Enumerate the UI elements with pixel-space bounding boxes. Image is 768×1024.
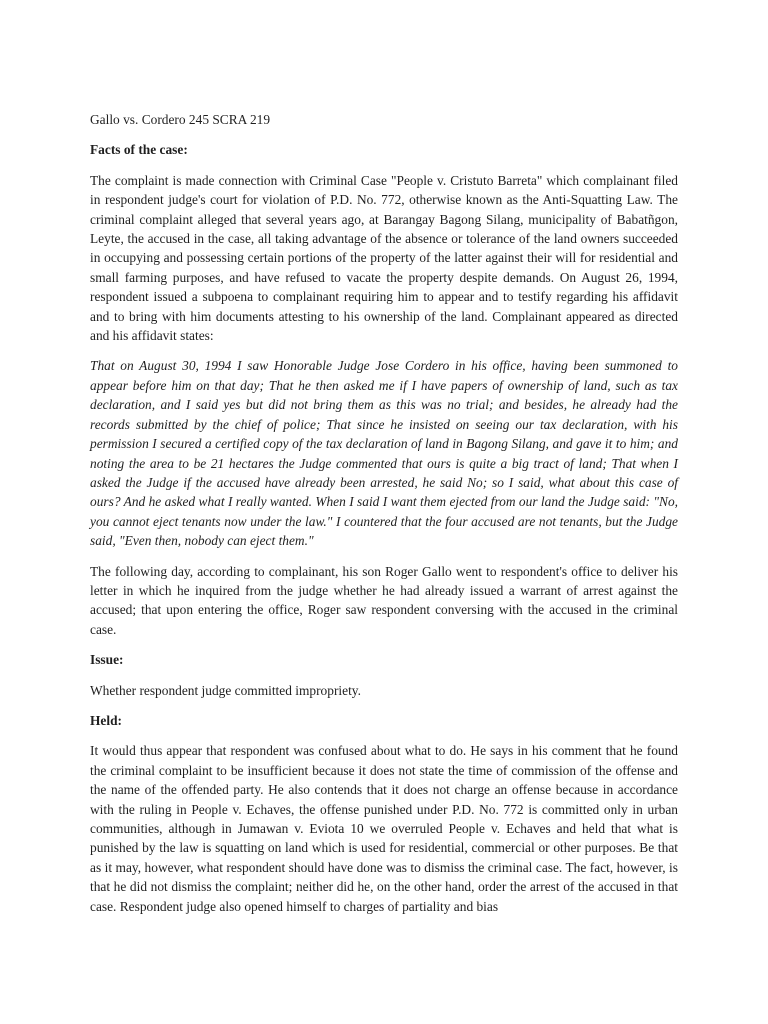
facts-paragraph: The complaint is made connection with Criminal Case "People v. Cristuto Barreta" which complainant filed in respondent judge's court for violation of P.D. No. 772, otherwise known as the Anti-Squatting Law. The criminal complaint alleged that several years ago, at Barangay Bagong Silang, municipality of Babatñgon, Leyte, the accused in the case, all taking advantage of the absence or tolerance of the land owners succeeded in occupying and possessing certain portions of the property of the latter against their will for residential and small farming purposes, and have refused to vacate the property despite demands. On August 26, 1994, respondent issued a subpoena to complainant requiring him to appear and to testify regarding his affidavit and to bring with him documents attesting to his ownership of the land. Complainant appeared as directed and his affidavit states: [90, 172, 678, 344]
document-page [90, 110, 678, 916]
issue-heading: Issue: [90, 652, 124, 668]
held-heading: Held: [90, 712, 122, 728]
following-day-paragraph: The following day, according to complainant, his son Roger Gallo went to respondent's office to deliver his letter in which he inquired from the judge whether he had already issued a warrant of arrest against the accused; that upon entering the office, Roger saw respondent conversing with the accused in the criminal case. [90, 563, 678, 637]
facts-heading: Facts of the case: [90, 142, 188, 158]
issue-text: Whether respondent judge committed impropriety. [90, 682, 361, 698]
affidavit-quote: That on August 30, 1994 I saw Honorable Judge Jose Cordero in his office, having been summoned to appear before him on that day; That he then asked me if I have papers of ownership of land, such as tax declaration, and I said yes but did not bring them as this was no trial; and besides, he already had the records submitted by the chief of police; That since he insisted on seeing our tax declaration, with his permission I secured a certified copy of the tax declaration of land in Bagong Silang, and gave it to him; and noting the area to be 21 hectares the Judge commented that ours is quite a big tract of land; That when I asked the Judge if the accused have already been arrested, he said No; so I said, what about this case of ours? And he asked what I really wanted. When I said I want them ejected from our land the Judge said: "No, you cannot eject tenants now under the law." I countered that the four accused are not tenants, but the Judge said, "Even then, nobody can eject them." [90, 358, 678, 549]
held-paragraph: It would thus appear that respondent was confused about what to do. He says in his comment that he found the criminal complaint to be insufficient because it does not state the time of commission of the offense and the name of the offended party. He also contends that it does not charge an offense because in accordance with the ruling in People v. Echaves, the offense punished under P.D. No. 772 is committed only in urban communities, although in Jumawan v. Eviota 10 we overruled People v. Echaves and held that what is punished by the law is squatting on land which is used for residential, commercial or other purposes. Be that as it may, however, what respondent should have done was to dismiss the criminal case. The fact, however, is that he did not dismiss the complaint; neither did he, on the other hand, order the arrest of the accused in that case. Respondent judge also opened himself to charges of partiality and bias [90, 743, 678, 914]
case-title: Gallo vs. Cordero 245 SCRA 219 [90, 112, 271, 127]
